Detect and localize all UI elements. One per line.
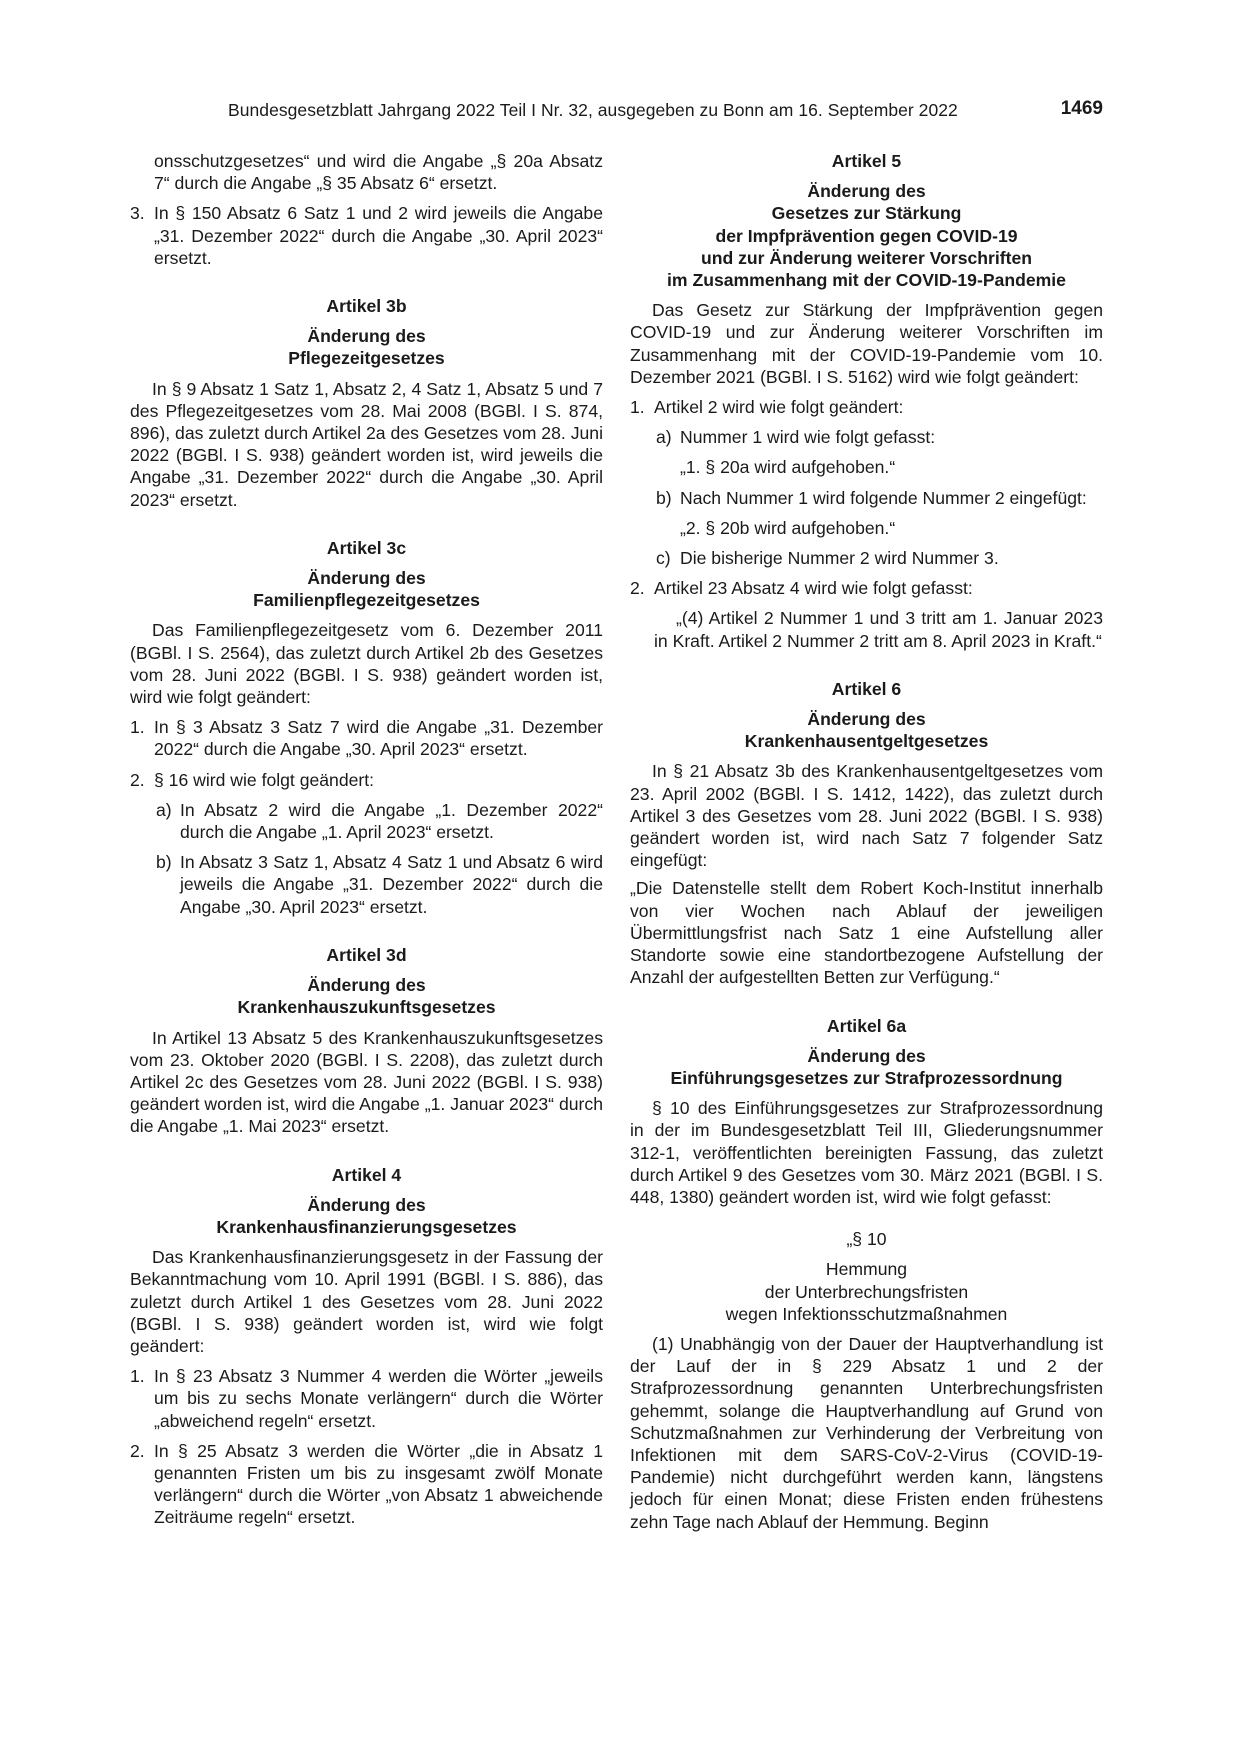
- item-text: Artikel 2 wird wie folgt geändert:: [654, 397, 904, 418]
- item-text: In Absatz 3 Satz 1, Absatz 4 Satz 1 und Absatz 6 wird jeweils die Angabe „31. Dezember 2022“ durch die Angabe „30. April 2023“ ersetzt.: [180, 852, 603, 917]
- item-number: 2.: [630, 578, 645, 599]
- article-heading: [630, 180, 1103, 291]
- article-text: Das Gesetz zur Stärkung der Impfprävention gegen COVID-19 und zur Änderung weiterer Vorschriften im Zusammenhang mit der COVID-19-Pandemie vom 10. Dezember 2021 (BGBl. I S. 5162) wird wie folgt geändert:: [630, 300, 1103, 387]
- heading-line: Einführungsgesetzes zur Strafprozessordnung: [670, 1067, 1063, 1088]
- list-item: [630, 396, 1103, 418]
- heading-line: Krankenhauszukunftsgesetzes: [237, 997, 496, 1018]
- article-heading: [130, 325, 603, 369]
- heading-line: Pflegezeitgesetzes: [288, 348, 445, 369]
- sub-list-item: [630, 487, 1103, 509]
- item-text: Artikel 23 Absatz 4 wird wie folgt gefasst:: [654, 578, 973, 599]
- list-item: [130, 716, 603, 760]
- page-header: [228, 100, 1103, 126]
- item-letter: c): [656, 548, 671, 569]
- item-text: In § 25 Absatz 3 werden die Wörter „die in Absatz 1 genannten Fristen um bis zu insgesamt zwölf Monate verlängern“ durch die Wörter „von Absatz 1 abweichende Zeiträume regeln“ ersetzt.: [154, 1440, 603, 1528]
- list-item: [130, 202, 603, 269]
- sub-list-item: [630, 426, 1103, 448]
- quoted-text: „1. § 20a wird aufgehoben.“: [680, 457, 896, 478]
- article-heading: [130, 567, 603, 611]
- heading-line: Krankenhausfinanzierungsgesetzes: [216, 1216, 517, 1237]
- item-number: 1.: [130, 1366, 145, 1387]
- article-title: Artikel 6: [831, 678, 902, 699]
- heading-line: und zur Änderung weiterer Vorschriften: [700, 247, 1033, 268]
- heading-line: im Zusammenhang mit der COVID-19-Pandemie: [667, 270, 1066, 291]
- article-text: In § 21 Absatz 3b des Krankenhausentgeltgesetzes vom 23. April 2002 (BGBl. I S. 1412, 1422), das zuletzt durch Artikel 3 des Gesetzes vom 28. Juni 2022 (BGBl. I S. 938) geändert worden ist, wird nach Satz 7 folgender Satz eingefügt:: [630, 761, 1103, 871]
- article-heading: [630, 1045, 1103, 1089]
- item-text: Nummer 1 wird wie folgt gefasst:: [680, 427, 936, 448]
- item-text: In § 3 Absatz 3 Satz 7 wird die Angabe „31. Dezember 2022“ durch die Angabe „30. April 2023“ ersetzt.: [154, 717, 603, 760]
- paragraph-number: „§ 10: [846, 1229, 887, 1250]
- item-letter: a): [656, 427, 672, 448]
- article-text: In § 9 Absatz 1 Satz 1, Absatz 2, 4 Satz 1, Absatz 5 und 7 des Pflegezeitgesetzes vom 28. Mai 2008 (BGBl. I S. 874, 896), das zuletzt durch Artikel 2a des Gesetzes vom 28. Juni 2022 (BGBl. I S. 938) geändert worden ist, wird jeweils die Angabe „31. Dezember 2022“ durch die Angabe „30. April 2023“ ersetzt.: [130, 378, 603, 510]
- paragraph-heading-line: wegen Infektionsschutzmaßnahmen: [725, 1303, 1008, 1324]
- paragraph-heading-line: der Unterbrechungsfristen: [764, 1281, 969, 1302]
- quoted-text: „2. § 20b wird aufgehoben.“: [680, 517, 896, 538]
- item-text: Nach Nummer 1 wird folgende Nummer 2 eingefügt:: [680, 487, 1087, 508]
- heading-line: Änderung des: [307, 326, 426, 347]
- quoted-text: „Die Datenstelle stellt dem Robert Koch-Institut innerhalb von vier Wochen nach Ablauf der jeweiligen Übermittlungsfrist nach Satz 1 eine Aufstellung aller Standorte sowie eine standortbezogene Aufstellung der Anzahl der aufgestellten Betten zur Verfügung.“: [630, 878, 1103, 988]
- article-heading: [630, 708, 1103, 752]
- heading-line: Änderung des: [807, 709, 926, 730]
- article-text: § 10 des Einführungsgesetzes zur Strafprozessordnung in der im Bundesgesetzblatt Teil III, Gliederungsnummer 312-1, veröffentlichten bereinigten Fassung, das zuletzt durch Artikel 9 des Gesetzes vom 30. März 2021 (BGBl. I S. 448, 1380) geändert worden ist, wird wie folgt gefasst:: [630, 1098, 1103, 1207]
- left-column: [130, 150, 603, 1529]
- paragraph-text: (1) Unabhängig von der Dauer der Hauptverhandlung ist der Lauf der in § 229 Absatz 1 und 2 der Strafprozessordnung genannten Unterbrechungsfristen gehemmt, solange die Hauptverhandlung auf Grund von Schutzmaßnahmen zur Verhinderung der Verbreitung von Infektionen mit dem SARS-CoV-2-Virus (COVID-19-Pandemie) nicht durchgeführt werden kann, längstens jedoch für einen Monat; diese Fristen enden frühestens zehn Tage nach Ablauf der Hemmung. Beginn: [630, 1333, 1103, 1532]
- heading-line: Gesetzes zur Stärkung: [771, 203, 962, 224]
- right-column: [630, 150, 1103, 1533]
- item-number: 1.: [630, 397, 645, 418]
- article-title: Artikel 5: [831, 151, 902, 171]
- continued-text: onsschutzgesetzes“ und wird die Angabe „§ 20a Absatz 7“ durch die Angabe „§ 35 Absatz 6“ ersetzt.: [154, 151, 603, 194]
- heading-line: Änderung des: [307, 568, 426, 589]
- page-number: 1469: [1060, 98, 1103, 119]
- article-title: Artikel 6a: [826, 1015, 907, 1036]
- heading-line: Änderung des: [307, 1194, 426, 1215]
- heading-line: Familienpflegezeitgesetzes: [253, 590, 480, 611]
- article-title: Artikel 3d: [326, 944, 407, 965]
- item-letter: b): [656, 487, 672, 508]
- article-title: Artikel 4: [331, 1164, 402, 1185]
- item-letter: a): [156, 799, 172, 820]
- article-text: Das Krankenhausfinanzierungsgesetz in der Fassung der Bekanntmachung vom 10. April 1991 (BGBl. I S. 886), das zuletzt durch Artikel 1 des Gesetzes vom 28. Juni 2022 (BGBl. I S. 938) geändert worden ist, wird wie folgt geändert:: [130, 1247, 603, 1356]
- sub-list-item: [130, 851, 603, 918]
- item-text: § 16 wird wie folgt geändert:: [154, 769, 375, 790]
- list-item: [630, 577, 1103, 599]
- heading-line: Krankenhausentgeltgesetzes: [744, 731, 989, 752]
- list-item: [130, 1440, 603, 1529]
- article-text: In Artikel 13 Absatz 5 des Krankenhauszukunftsgesetzes vom 23. Oktober 2020 (BGBl. I S. 2208), das zuletzt durch Artikel 2c des Gesetzes vom 28. Juni 2022 (BGBl. I S. 938) geändert worden ist, wird die Angabe „1. Januar 2023“ durch die Angabe „1. Mai 2023“ ersetzt.: [130, 1027, 603, 1137]
- article-title: Artikel 3c: [326, 537, 407, 558]
- heading-line: Änderung des: [807, 1045, 926, 1066]
- article-heading: [130, 974, 603, 1018]
- heading-line: Änderung des: [807, 181, 926, 202]
- item-text: In § 23 Absatz 3 Nummer 4 werden die Wörter „jeweils um bis zu sechs Monate verlängern“ durch die Wörter „abweichend regeln“ ersetzt.: [154, 1366, 603, 1431]
- paragraph-heading-line: Hemmung: [825, 1259, 908, 1280]
- item-number: 2.: [130, 1440, 145, 1461]
- item-number: 1.: [130, 717, 145, 738]
- article-title: Artikel 3b: [326, 296, 407, 317]
- item-text: Die bisherige Nummer 2 wird Nummer 3.: [680, 548, 999, 569]
- item-number: 2.: [130, 769, 145, 790]
- item-number: 3.: [130, 203, 145, 224]
- heading-line: Änderung des: [307, 975, 426, 996]
- sub-list-item: [130, 799, 603, 843]
- item-letter: b): [156, 852, 172, 873]
- article-heading: [130, 1194, 603, 1238]
- item-text: In Absatz 2 wird die Angabe „1. Dezember 2022“ durch die Angabe „1. April 2023“ ersetzt.: [180, 799, 603, 843]
- article-text: Das Familienpflegezeitgesetz vom 6. Dezember 2011 (BGBl. I S. 2564), das zuletzt durch Artikel 2b des Gesetzes vom 28. Juni 2022 (BGBl. I S. 938) geändert worden ist, wird wie folgt geändert:: [130, 620, 603, 708]
- quoted-text: „(4) Artikel 2 Nummer 1 und 3 tritt am 1. Januar 2023 in Kraft. Artikel 2 Nummer 2 tritt am 8. April 2023 in Kraft.“: [654, 608, 1103, 651]
- heading-line: der Impfprävention gegen COVID-19: [715, 225, 1018, 246]
- list-item: [130, 769, 603, 791]
- header-text: Bundesgesetzblatt Jahrgang 2022 Teil I Nr. 32, ausgegeben zu Bonn am 16. September 2022: [228, 100, 958, 120]
- sub-list-item: [630, 547, 1103, 569]
- list-item: [130, 1365, 603, 1432]
- item-text: In § 150 Absatz 6 Satz 1 und 2 wird jeweils die Angabe „31. Dezember 2022“ durch die Angabe „30. April 2023“ ersetzt.: [154, 203, 603, 268]
